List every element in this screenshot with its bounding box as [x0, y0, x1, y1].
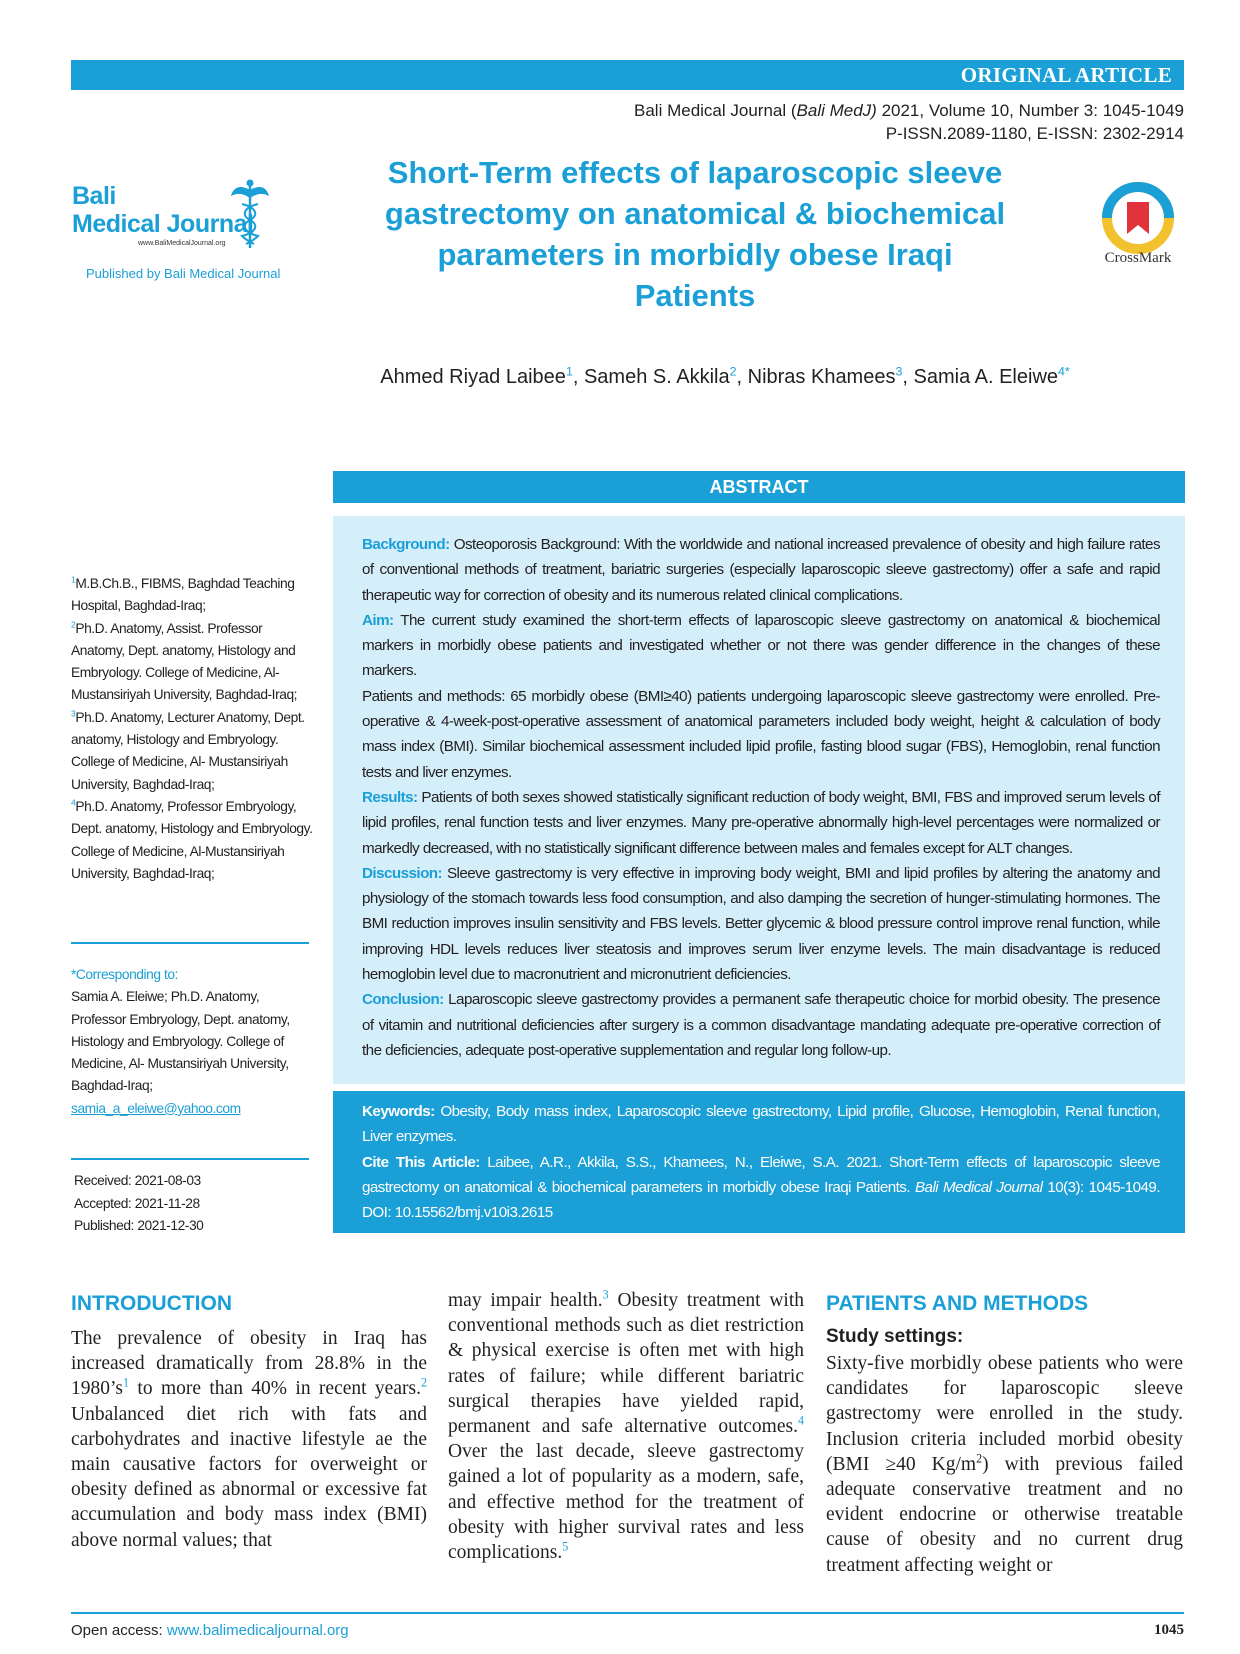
article-dates: Received: 2021-08-03 Accepted: 2021-11-28 Published: 2021-12-30	[74, 1173, 204, 1233]
methods-paragraph: Sixty-five morbidly obese patients who were candidates for laparoscopic sleeve gastrectomy were enrolled in the study. Inclusion criteria included morbid obesity (BMI ≥40 $Kg/m^2$) with previous failed adequate conservative treatment and no evident endocrine or otherwise treatable cause of obesity and no current drug treatment affecting weight or	[826, 1353, 1183, 1576]
caduceus-icon	[230, 178, 270, 250]
author: Nibras Khamees	[747, 366, 896, 388]
divider	[71, 1158, 309, 1160]
affiliation: $^2$Ph.D. Anatomy, Assist. Professor Anatomy, Dept. anatomy, Histology and Embryology. College of Medicine, Al-Mustansiriyah University, Baghdad-Iraq;	[71, 619, 298, 703]
author-list: Ahmed Riyad Laibee$^1$, Sameh S. Akkila$^2$, Nibras Khamees$^3$, Samia A. Eleiwe$^{4*}$	[380, 364, 1070, 388]
affiliation: $^4$Ph.D. Anatomy, Professor Embryology, Dept. anatomy, Histology and Embryology. College of Medicine, Al-Mustansiriyah University, Baghdad-Iraq;	[71, 797, 313, 881]
author: Samia A. Eleiwe	[913, 366, 1059, 388]
article-title: Short-Term effects of laparoscopic sleeve gastrectomy on anatomical & biochemical parameters in morbidly obese Iraqi Patients	[384, 155, 1006, 313]
footer-divider	[71, 1612, 1184, 1614]
divider	[71, 942, 309, 944]
crossmark-label: CrossMark	[1104, 250, 1172, 266]
page-number: 1045	[1154, 1622, 1184, 1638]
issn: P-ISSN.2089-1180, E-ISSN: 2302-2914	[885, 124, 1184, 143]
email-link[interactable]: samia_a_eleiwe@yahoo.com	[71, 1100, 241, 1116]
introduction-heading: INTRODUCTION	[71, 1292, 232, 1315]
corresponding-author: *Corresponding to: Samia A. Eleiwe; Ph.D. Anatomy, Professor Embryology, Dept. anatomy, Histology and Embryology. College of Medicine, Al- Mustansiriyah University, Baghdad-Iraq; samia_a_eleiwe@yahoo.com	[71, 964, 316, 1120]
abstract-text: Background: Osteoporosis Background: With the worldwide and national increased prevalence of obesity and high failure rates of conventional methods of treatment, bariatric surgeries (especially laparoscopic sleeve gastrectomy) offer a safe and rapid therapeutic way for correction of obesity and its numerous related clinical complications. Aim: The current study examined the short-term effects of laparoscopic sleeve gastrectomy on anatomical & biochemical markers in morbidly obese patients and investigated whether or not there was gender difference in the changes of these markers. Patients and methods: 65 morbidly obese (BMI≥40) patients undergoing laparoscopic sleeve gastrectomy were enrolled. Pre-operative & 4-week-post-operative assessment of anatomical parameters included body weight, height & calculation of body mass index (BMI). Similar biochemical assessment included lipid profile, fasting blood sugar (FBS), Hemoglobin, renal function tests and liver enzymes. Results: Patients of both sexes showed statistically significant reduction of body weight, BMI, FBS and improved serum levels of lipid profiles, renal function tests and liver enzymes. Many pre-operative abnormally high-level percentages were normalized or markedly decreased, with no statistically significant difference between males and females except for ALT changes. Discussion: Sleeve gastrectomy is very effective in improving body weight, BMI and lipid profiles by altering the anatomy and physiology of the stomach towards less food consumption, and also damping the secretion of hunger-stimulating hormones. The BMI reduction improves insulin sensitivity and FBS levels. Better glycemic & blood pressure control improve renal function, while improving HDL levels reduces liver steatosis and improves serum liver enzyme levels. The main disadvantage is reduced hemoglobin level due to macronutrient and micronutrient deficiencies. Conclusion: Laparoscopic sleeve gastrectomy provides a permanent safe therapeutic choice for morbid obesity. The presence of vitamin and nutritional deficiencies after surgery is a common disadvantage mandating adequate pre-operative correction of the deficiencies, adequate post-operative supplementation and regular long follow-up.	[362, 536, 1160, 1059]
keywords-text: Keywords: Obesity, Body mass index, Laparoscopic sleeve gastrectomy, Lipid profile, Glucose, Hemoglobin, Renal function, Liver enzymes. Cite This Article: Laibee, A.R., Akkila, S.S., Khamees, N., Eleiwe, S.A. 2021. Short-Term effects of laparoscopic sleeve gastrectomy on anatomical & biochemical parameters in morbidly obese Iraqi Patients. Bali Medical Journal 10(3): 1045-1049. DOI: 10.15562/bmj.v10i3.2615	[362, 1103, 1160, 1222]
study-settings-heading: Study settings:	[826, 1326, 964, 1347]
affiliation: $^1$M.B.Ch.B., FIBMS, Baghdad Teaching Hospital, Baghdad-Iraq;	[71, 574, 295, 614]
article-type: ORIGINAL ARTICLE	[960, 63, 1172, 87]
affiliation: $^3$Ph.D. Anatomy, Lecturer Anatomy, Dept. anatomy, Histology and Embryology. College of Medicine, Al- Mustansiriyah University, Baghdad-Iraq;	[71, 708, 305, 792]
article-type-bar	[71, 60, 1184, 90]
footer-open-access: Open access: www.balimedicaljournal.org	[71, 1622, 349, 1639]
journal-logo: Bali Medical Journal www.BaliMedicalJournal.org	[72, 182, 292, 262]
abstract-heading: ABSTRACT	[333, 471, 1185, 503]
affiliations	[71, 573, 316, 885]
author: Sameh S. Akkila	[583, 366, 730, 388]
published-by: Published by Bali Medical Journal	[86, 266, 281, 281]
methods-heading: PATIENTS AND METHODS	[826, 1292, 1089, 1315]
introduction-paragraph: The prevalence of obesity in Iraq has increased dramatically from 28.8% in the $1980’s^1$ to more than 40% in recent years.$^2$ Unbalanced diet rich with fats and carbohydrates and inactive lifestyle ae the main causative factors for overweight or obesity defined as abnormal or excessive fat accumulation and body mass index (BMI) above normal values; that	[71, 1328, 427, 1551]
author: Ahmed Riyad Laibee	[380, 366, 566, 388]
journal-citation-line: Bali Medical Journal (Bali MedJ) 2021, Volume 10, Number 3: 1045-1049 P-ISSN.2089-1180, E-ISSN: 2302-2914	[634, 101, 1184, 143]
journal-website-link[interactable]: www.balimedicaljournal.org	[166, 1622, 349, 1639]
introduction-paragraph-cont: may impair health.$^3$ Obesity treatment with conventional methods such as diet restriction & physical exercise is often met with high rates of failure; while different bariatric surgical therapies have yielded rapid, permanent and safe alternative outcomes.$^4$ Over the last decade, sleeve gastrectomy gained a lot of popularity as a modern, safe, and effective method for the treatment of obesity with higher survival rates and less complications.$^5$	[448, 1287, 804, 1564]
